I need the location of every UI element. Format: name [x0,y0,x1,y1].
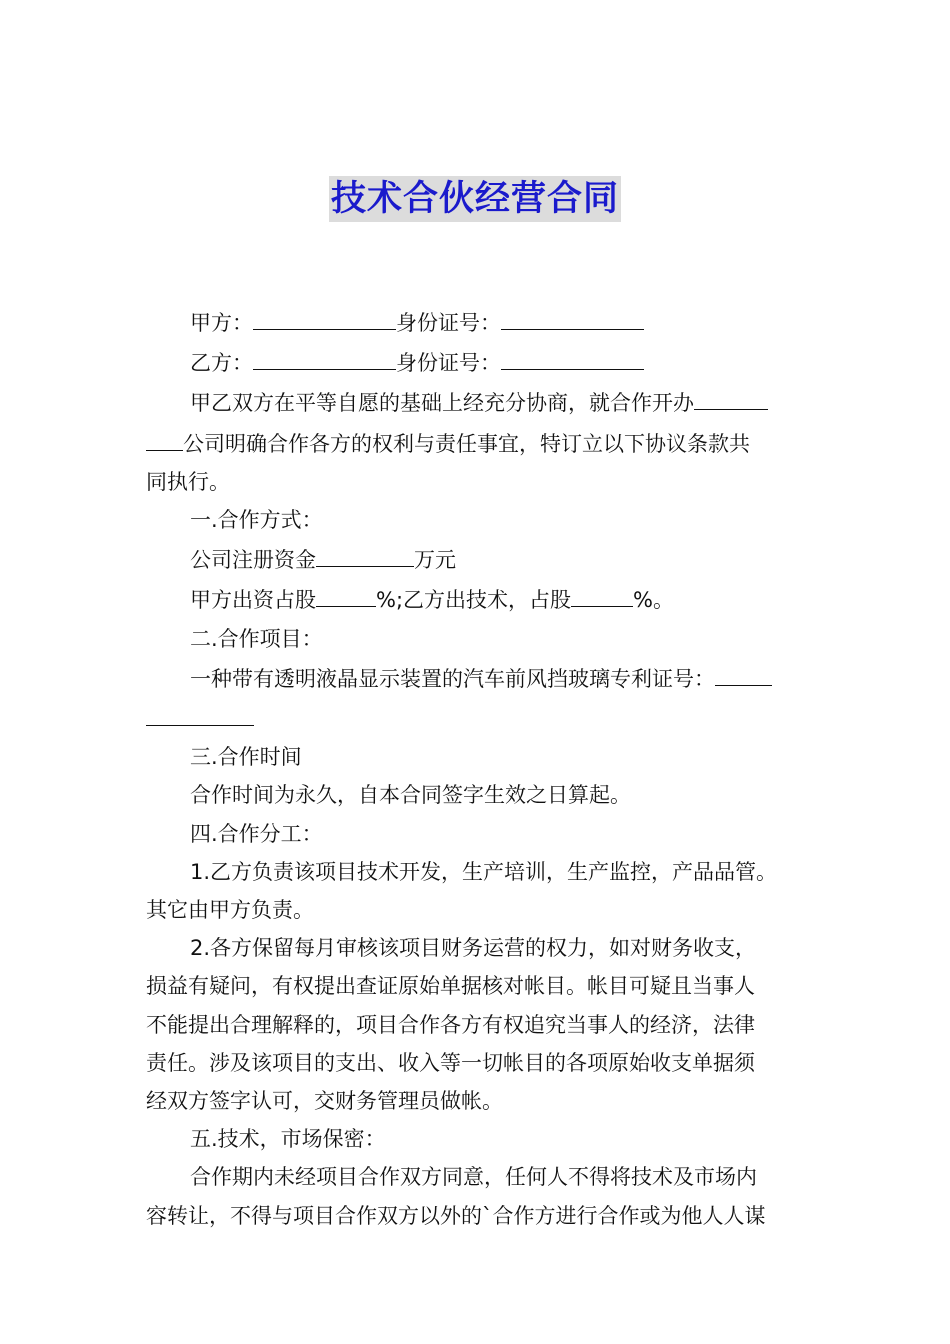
intro-line-2 [146,423,810,463]
intro-text-1: 甲乙双方在平等自愿的基础上经充分协商，就合作开办 [190,391,694,416]
title-wrap [0,176,950,222]
section-4-heading: 四.合作分工： [190,821,323,846]
division-item-2-line-5: 经双方签字认可，交财务管理员做帐。 [146,1089,503,1114]
division-item-2-line-4: 责任。涉及该项目的支出、收入等一切帐目的各项原始收支单据须 [146,1050,755,1075]
party-b-id-label: 身份证号： [396,351,501,376]
section-3-heading: 三.合作时间 [190,745,302,770]
section-2-heading: 二.合作项目： [190,626,323,651]
project-line-2 [146,698,810,738]
party-b-line [146,342,810,382]
intro-line-1 [146,382,810,422]
party-b-id-blank [501,342,644,370]
division-item-1 [146,853,810,929]
share-line [146,579,810,619]
party-a-line [146,302,810,342]
section-3-text: 合作时间为永久，自本合同签字生效之日算起。 [190,783,631,808]
confidentiality-line-2: 容转让，不得与项目合作双方以外的`合作方进行合作或为他人人谋 [146,1203,766,1228]
share-suffix: %。 [633,588,674,613]
project-paragraph [146,658,810,738]
document-title: 技术合伙经营合同 [329,176,621,222]
intro-paragraph [146,382,810,501]
project-text: 一种带有透明液晶显示装置的汽车前风挡玻璃专利证号： [190,666,715,691]
confidentiality-paragraph [146,1158,810,1234]
division-item-1-line-1: 1.乙方负责该项目技术开发，生产培训，生产监控，产品品管。 [190,859,778,884]
section-1-heading: 一.合作方式： [190,508,323,533]
party-a-name-blank [253,302,396,330]
division-item-2-line-2: 损益有疑问，有权提出查证原始单据核对帐目。帐目可疑且当事人 [146,974,755,999]
project-line-1 [146,658,810,698]
share-a-blank [316,579,376,607]
capital-blank [316,539,414,567]
division-item-2 [146,929,810,1120]
capital-unit: 万元 [414,548,456,573]
capital-label: 公司注册资金 [190,548,316,573]
party-a-id-blank [501,302,644,330]
confidentiality-line-1: 合作期内未经项目合作双方同意，任何人不得将技术及市场内 [190,1165,757,1190]
company-name-blank-1 [694,382,768,410]
intro-line-3: 同执行。 [146,469,230,494]
share-label-b: %;乙方出技术，占股 [376,588,572,613]
share-label-a: 甲方出资占股 [190,588,316,613]
party-b-label: 乙方： [190,351,253,376]
patent-no-blank-2 [146,698,254,726]
section-5-heading: 五.技术，市场保密： [190,1127,386,1152]
party-b-name-blank [253,342,396,370]
patent-no-blank-1 [715,658,772,686]
capital-line [146,539,810,579]
division-item-2-line-3: 不能提出合理解释的，项目合作各方有权追究当事人的经济，法律 [146,1012,755,1037]
company-name-blank-2 [146,423,183,451]
share-b-blank [571,579,633,607]
party-a-id-label: 身份证号： [396,311,501,335]
intro-text-2: 公司明确合作各方的权利与责任事宜，特订立以下协议条款共 [183,431,750,456]
document-body [146,302,810,1235]
party-a-label: 甲方： [190,311,253,335]
division-item-1-line-2: 其它由甲方负责。 [146,898,314,923]
division-item-2-line-1: 2.各方保留每月审核该项目财务运营的权力，如对财务收支， [190,936,757,961]
